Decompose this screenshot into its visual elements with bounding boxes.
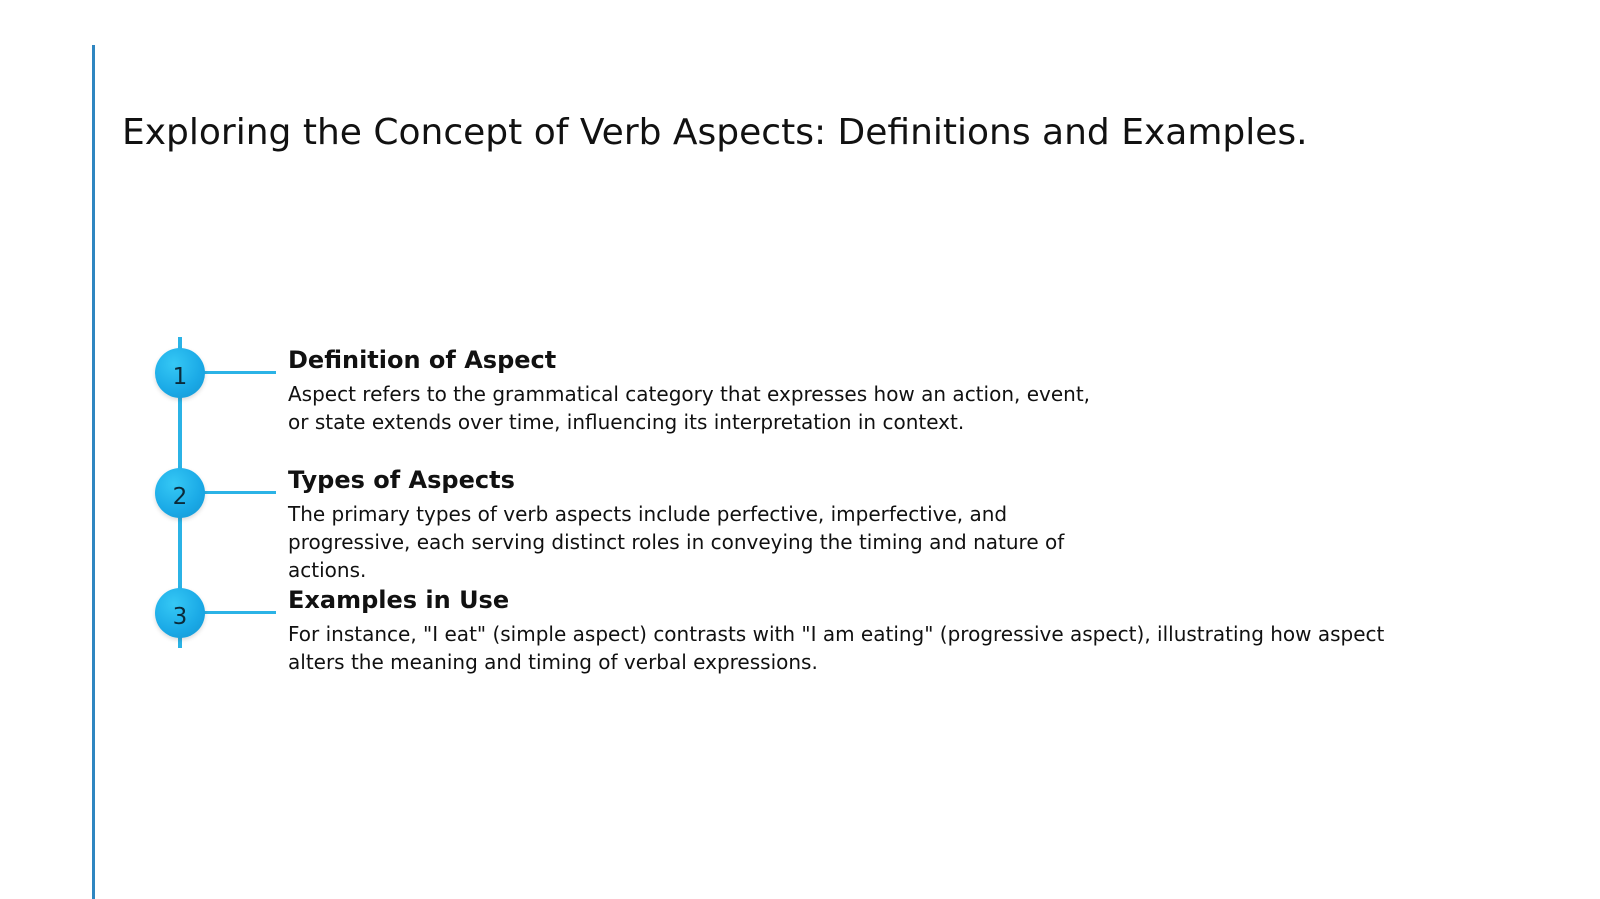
timeline-connector (202, 371, 276, 374)
item-description: The primary types of verb aspects include perfective, imperfective, and progressive, each serving distinct roles in conveying the timing and nature of actions. (288, 502, 1065, 582)
slide-title: Exploring the Concept of Verb Aspects: Definitions and Examples. (122, 112, 1308, 153)
timeline-connector (202, 491, 276, 494)
step-number: 3 (172, 604, 188, 630)
item-heading: Definition of Aspect (288, 346, 557, 374)
left-accent-bar (92, 45, 95, 899)
step-number-badge (155, 468, 205, 518)
item-description: For instance, "I eat" (simple aspect) contrasts with "I am eating" (progressive aspect), illustrating how aspect alters the meaning and timing of verbal expressions. (288, 622, 1385, 674)
timeline-connector (202, 611, 276, 614)
step-number-badge (155, 348, 205, 398)
step-number: 2 (172, 484, 188, 510)
step-number-badge (155, 588, 205, 638)
item-heading: Types of Aspects (288, 466, 515, 494)
item-description: Aspect refers to the grammatical category that expresses how an action, event, or state extends over time, influencing its interpretation in context. (288, 382, 1091, 434)
step-number: 1 (172, 364, 188, 390)
item-heading: Examples in Use (288, 586, 510, 614)
